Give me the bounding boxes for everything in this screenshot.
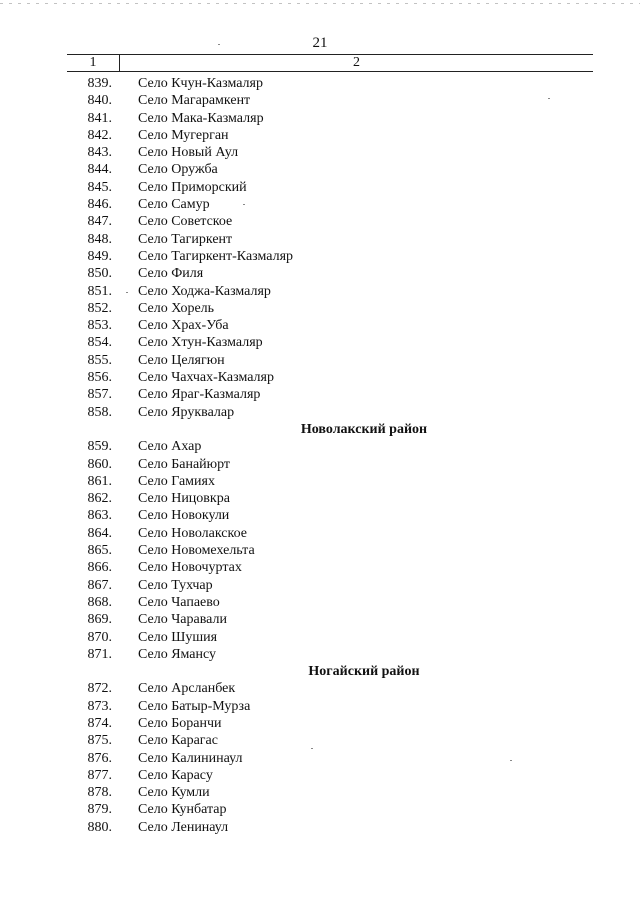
item-number: 846. [87, 197, 112, 213]
settlement-name: Село Магарамкент [138, 93, 251, 109]
item-number: 853. [87, 318, 112, 334]
item-number: 865. [87, 543, 112, 559]
settlement-name: Село Шушия [138, 629, 218, 645]
settlement-name: Село Новый Аул [138, 145, 239, 161]
header-col-name: 2 [353, 55, 360, 70]
item-number: 845. [87, 179, 112, 195]
district-title: Новолакский район [300, 421, 428, 437]
list-item [0, 438, 640, 455]
list-item [0, 611, 640, 628]
settlement-name: Село Приморский [138, 179, 247, 195]
settlement-name: Село Чаравали [138, 612, 227, 628]
settlement-name: Село Кумли [138, 785, 210, 801]
list-item [0, 352, 640, 369]
settlement-name: Село Боранчи [138, 715, 222, 731]
list-item [0, 386, 640, 403]
list-item [0, 334, 640, 351]
item-number: 848. [87, 231, 112, 247]
item-number: 872. [87, 681, 112, 697]
settlement-name: Село Хорель [138, 300, 215, 316]
item-number: 854. [87, 335, 112, 351]
list-item [0, 542, 640, 559]
scan-speck [126, 292, 128, 293]
list-item [0, 490, 640, 507]
item-number: 840. [87, 93, 112, 109]
list-item [0, 300, 640, 317]
scan-speck [243, 204, 245, 205]
item-number: 844. [87, 162, 112, 178]
item-number: 842. [87, 127, 112, 143]
list-item [0, 819, 640, 836]
list-item [0, 594, 640, 611]
scan-speck [218, 44, 220, 45]
settlement-name: Село Банайюрт [138, 456, 231, 472]
settlement-name: Село Ходжа-Казмаляр [138, 283, 271, 299]
settlement-name: Село Гамиях [138, 473, 215, 489]
settlement-name: Село Хтун-Казмаляр [138, 335, 263, 351]
item-number: 849. [87, 248, 112, 264]
settlement-name: Село Новомехельта [138, 543, 255, 559]
settlement-name: Село Советское [138, 214, 233, 230]
item-number: 858. [87, 404, 112, 420]
list-item [0, 317, 640, 334]
item-number: 859. [87, 439, 112, 455]
settlement-name: Село Мака-Казмаляр [138, 110, 264, 126]
settlement-name: Село Мугерган [138, 127, 229, 143]
settlement-name: Село Ахар [138, 439, 202, 455]
settlement-name: Село Ницовкра [138, 491, 230, 507]
list-item [0, 283, 640, 300]
list-item [0, 784, 640, 801]
item-number: 856. [87, 370, 112, 386]
item-number: 875. [87, 733, 112, 749]
list-item [0, 767, 640, 784]
item-number: 843. [87, 145, 112, 161]
item-number: 866. [87, 560, 112, 576]
list-item [0, 231, 640, 248]
list-item [0, 801, 640, 818]
item-number: 867. [87, 577, 112, 593]
district-heading [0, 663, 640, 680]
list-item [0, 196, 640, 213]
scan-edge-artifact [0, 3, 640, 4]
item-number: 851. [87, 283, 112, 299]
settlement-name: Село Самур [138, 197, 210, 213]
list-item [0, 265, 640, 282]
item-number: 852. [87, 300, 112, 316]
item-number: 871. [87, 646, 112, 662]
settlement-name: Село Яруквалар [138, 404, 235, 420]
settlement-name: Село Новокули [138, 508, 230, 524]
list-item [0, 144, 640, 161]
item-number: 841. [87, 110, 112, 126]
list-item [0, 248, 640, 265]
item-number: 839. [87, 76, 112, 91]
item-number: 868. [87, 594, 112, 610]
settlement-name: Село Калининаул [138, 750, 243, 766]
settlement-name: Село Тагиркент-Казмаляр [138, 248, 294, 264]
district-title: Ногайский район [308, 664, 420, 680]
scan-speck [311, 748, 313, 749]
item-number: 877. [87, 767, 112, 783]
item-number: 863. [87, 508, 112, 524]
item-number: 862. [87, 491, 112, 507]
settlement-name: Село Новочуртах [138, 560, 242, 576]
item-number: 874. [87, 715, 112, 731]
list-item [0, 75, 640, 92]
list-item [0, 577, 640, 594]
settlement-name: Село Ямансу [138, 646, 217, 662]
item-number: 879. [87, 802, 112, 818]
list-item [0, 629, 640, 646]
settlement-name: Село Ленинаул [138, 819, 229, 835]
settlement-name: Село Яраг-Казмаляр [138, 387, 261, 403]
settlement-name: Село Карасу [138, 767, 213, 783]
settlement-name: Село Целягюн [138, 352, 225, 368]
settlement-name: Село Чапаево [138, 594, 220, 610]
list-item [0, 750, 640, 767]
item-number: 857. [87, 387, 112, 403]
list-item [0, 698, 640, 715]
list-item [0, 559, 640, 576]
settlement-name: Село Батыр-Мурза [138, 698, 251, 714]
list-item [0, 92, 640, 109]
table-header [67, 54, 593, 72]
settlement-name: Село Храх-Уба [138, 318, 229, 334]
list-item [0, 213, 640, 230]
item-number: 855. [87, 352, 112, 368]
scan-speck [548, 98, 550, 99]
district-heading [0, 421, 640, 438]
list-item [0, 715, 640, 732]
list-item [0, 732, 640, 749]
settlement-name: Село Арсланбек [138, 681, 236, 697]
settlement-name: Село Новолакское [138, 525, 247, 541]
list-item [0, 369, 640, 386]
list-item [0, 646, 640, 663]
settlement-name: Село Кчун-Казмаляр [138, 76, 263, 91]
list-item [0, 473, 640, 490]
scan-speck [510, 760, 512, 761]
header-col-number: 1 [67, 55, 120, 71]
list-item [0, 161, 640, 178]
item-number: 869. [87, 612, 112, 628]
settlement-name: Село Кунбатар [138, 802, 227, 818]
list-item [0, 127, 640, 144]
page-number: 21 [312, 35, 328, 51]
settlement-list [0, 75, 640, 836]
settlement-name: Село Тагиркент [138, 231, 233, 247]
item-number: 861. [87, 473, 112, 489]
item-number: 864. [87, 525, 112, 541]
item-number: 878. [87, 785, 112, 801]
item-number: 850. [87, 266, 112, 282]
list-item [0, 507, 640, 524]
item-number: 873. [87, 698, 112, 714]
item-number: 860. [87, 456, 112, 472]
item-number: 847. [87, 214, 112, 230]
list-item [0, 680, 640, 697]
list-item [0, 179, 640, 196]
settlement-name: Село Карагас [138, 733, 218, 749]
list-item [0, 456, 640, 473]
item-number: 880. [87, 819, 112, 835]
item-number: 876. [87, 750, 112, 766]
list-item [0, 404, 640, 421]
settlement-name: Село Тухчар [138, 577, 213, 593]
list-item [0, 525, 640, 542]
settlement-name: Село Филя [138, 266, 204, 282]
list-item [0, 110, 640, 127]
settlement-name: Село Оружба [138, 162, 218, 178]
item-number: 870. [87, 629, 112, 645]
settlement-name: Село Чахчах-Казмаляр [138, 370, 274, 386]
